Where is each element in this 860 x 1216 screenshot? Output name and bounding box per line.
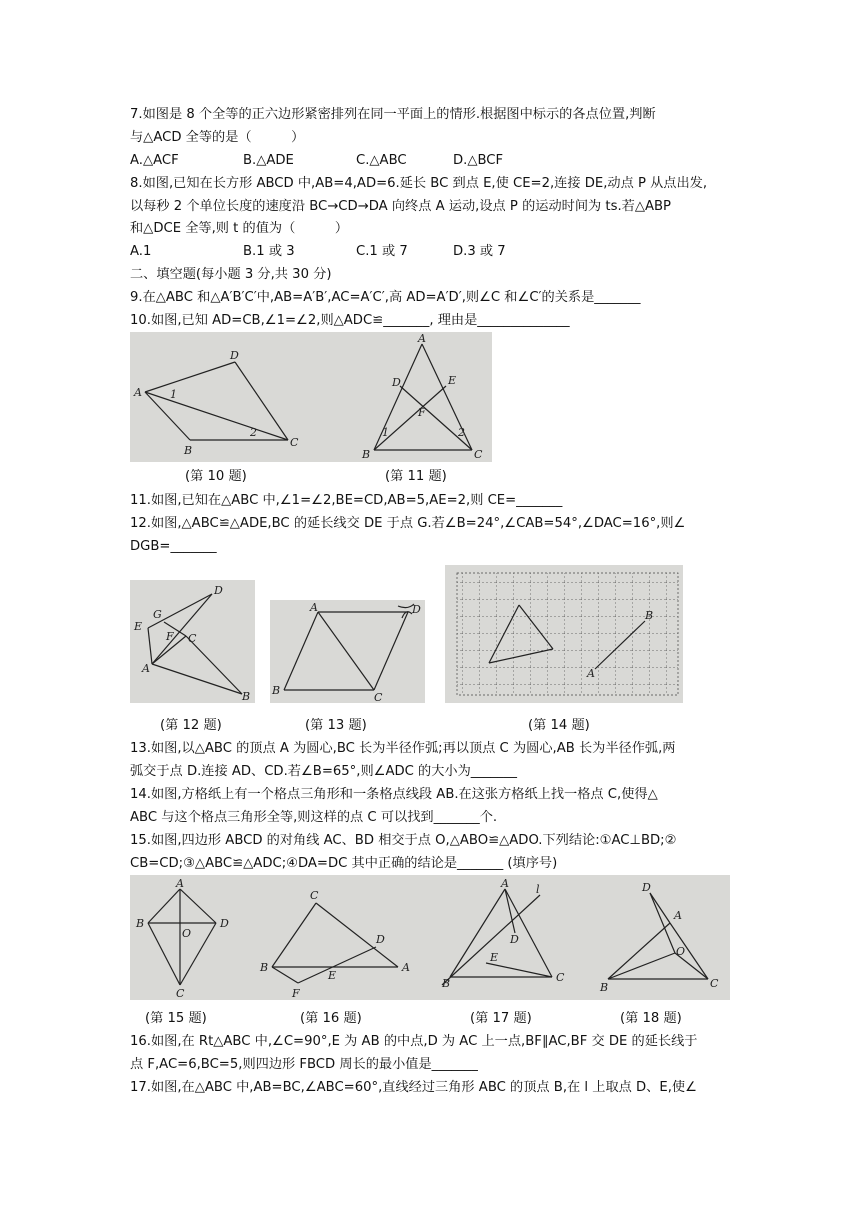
fig18-label-o: O [676, 945, 686, 958]
figure-12 [130, 580, 255, 703]
fig16-label-b: B [260, 961, 269, 974]
fig14-grid [457, 573, 678, 695]
fig17-label-c: C [556, 971, 565, 984]
q10-text: 10.如图,已知 AD=CB,∠1=∠2,则△ADC≌_______, 理由是______________ [130, 313, 570, 328]
fig12-label-g: G [153, 608, 162, 621]
fig15-label-a: A [176, 877, 184, 890]
caption-q16: (第 16 题) [300, 1011, 362, 1026]
q14-line1: 14.如图,方格纸上有一个格点三角形和一条格点线段 AB.在这张方格纸上找一格点 C,使得△ [130, 787, 658, 802]
figure-strip-15-18 [130, 875, 730, 1000]
q14-line2: ABC 与这个格点三角形全等,则这样的点 C 可以找到_______个. [130, 810, 498, 825]
fig10-label-1: 1 [170, 388, 177, 401]
figure-11-diagram [360, 332, 492, 462]
figure-13 [270, 600, 425, 703]
fig17-label-b: B [442, 977, 451, 990]
fig18-label-d: D [642, 881, 651, 894]
q7-line2: 与△ACD 全等的是（ ） [130, 130, 305, 145]
caption-q12: (第 12 题) [160, 718, 222, 733]
fig16-label-a: A [402, 961, 410, 974]
fig16-label-c: C [310, 889, 319, 902]
fig17-label-e: E [490, 951, 499, 964]
figure-13-diagram [270, 600, 425, 703]
fig14-label-a: A [587, 667, 595, 680]
figure-14-diagram [445, 565, 683, 703]
q8-option-b: B.1 或 3 [243, 244, 295, 259]
q13-line2: 弧交于点 D.连接 AD、CD.若∠B=65°,则∠ADC 的大小为_______ [130, 764, 517, 779]
fig12-label-c: C [188, 632, 197, 645]
caption-q15: (第 15 题) [145, 1011, 207, 1026]
fig13-label-c: C [374, 691, 383, 703]
fig11-label-2: 2 [458, 426, 465, 439]
q15-line1: 15.如图,四边形 ABCD 的对角线 AC、BD 相交于点 O,△ABO≌△ADO.下列结论:①AC⊥BD;② [130, 833, 677, 848]
q8-line1: 8.如图,已知在长方形 ABCD 中,AB=4,AD=6.延长 BC 到点 E,使 CE=2,连接 DE,动点 P 从点出发, [130, 176, 708, 191]
fig17-label-d: D [510, 933, 519, 946]
fig15-label-b: B [136, 917, 145, 930]
fig15-label-d: D [220, 917, 229, 930]
caption-q11: (第 11 题) [385, 469, 447, 484]
fig13-label-b: B [272, 684, 281, 697]
q7-option-b: B.△ADE [243, 153, 294, 168]
q12-line2: DGB=_______ [130, 539, 217, 554]
q16-line2: 点 F,AC=6,BC=5,则四边形 FBCD 周长的最小值是_______ [130, 1057, 478, 1072]
caption-q13: (第 13 题) [305, 718, 367, 733]
q7-line1: 7.如图是 8 个全等的正六边形紧密排列在同一平面上的情形.根据图中标示的各点位置,判断 [130, 107, 656, 122]
q8-option-a: A.1 [130, 244, 152, 259]
q7-option-d: D.△BCF [453, 153, 504, 168]
fig18-label-a: A [674, 909, 682, 922]
fig13-label-d: D [412, 603, 421, 616]
fig18-label-b: B [600, 981, 609, 994]
fig12-label-b: B [242, 690, 251, 703]
caption-q10: (第 10 题) [185, 469, 247, 484]
fig14-label-b: B [645, 609, 654, 622]
q16-line1: 16.如图,在 Rt△ABC 中,∠C=90°,E 为 AB 的中点,D 为 AC 上一点,BF∥AC,BF 交 DE 的延长线于 [130, 1034, 698, 1049]
fig10-label-c: C [290, 436, 299, 449]
fig10-label-2: 2 [250, 426, 257, 439]
caption-q14: (第 14 题) [528, 718, 590, 733]
q13-line1: 13.如图,以△ABC 的顶点 A 为圆心,BC 长为半径作弧;再以顶点 C 为圆心,AB 长为半径作弧,两 [130, 741, 676, 756]
section-heading: 二、填空题(每小题 3 分,共 30 分) [130, 267, 332, 282]
fig11-label-e: E [448, 374, 457, 387]
q11-text: 11.如图,已知在△ABC 中,∠1=∠2,BE=CD,AB=5,AE=2,则 CE=_______ [130, 493, 563, 508]
fig12-label-d: D [214, 584, 223, 597]
fig10-label-a: A [134, 386, 142, 399]
fig17-label-a: A [501, 877, 509, 890]
figure-10 [130, 332, 360, 462]
fig12-label-f: F [166, 630, 174, 643]
fig11-label-f: F [418, 406, 426, 419]
fig15-label-c: C [176, 987, 185, 1000]
figure-11 [360, 332, 492, 462]
q15-line2: CB=CD;③△ABC≌△ADC;④DA=DC 其中正确的结论是_______ (填序号) [130, 856, 558, 871]
fig18-label-c: C [710, 977, 719, 990]
q8-line2: 以每秒 2 个单位长度的速度沿 BC→CD→DA 向终点 A 运动,设点 P 的运动时间为 ts.若△ABP [130, 199, 671, 214]
q12-line1: 12.如图,△ABC≌△ADE,BC 的延长线交 DE 于点 G.若∠B=24°,∠CAB=54°,∠DAC=16°,则∠ [130, 516, 686, 531]
fig17-label-l: l [536, 883, 540, 896]
q8-option-d: D.3 或 7 [453, 244, 506, 259]
fig13-label-a: A [310, 601, 318, 614]
fig11-label-1: 1 [382, 426, 389, 439]
fig11-label-b: B [362, 448, 371, 461]
caption-q18: (第 18 题) [620, 1011, 682, 1026]
caption-q17: (第 17 题) [470, 1011, 532, 1026]
figure-12-diagram [130, 580, 255, 703]
fig16-label-d: D [376, 933, 385, 946]
q9-text: 9.在△ABC 和△A′B′C′中,AB=A′B′,AC=A′C′,高 AD=A′D′,则∠C 和∠C′的关系是_______ [130, 290, 641, 305]
q7-option-c: C.△ABC [356, 153, 407, 168]
fig12-label-e: E [134, 620, 143, 633]
fig11-label-a: A [418, 332, 426, 345]
q8-line3: 和△DCE 全等,则 t 的值为（ ） [130, 221, 349, 236]
figure-14 [445, 565, 683, 703]
fig11-label-c: C [474, 448, 483, 461]
figures-15-18-diagram [130, 875, 730, 1000]
fig16-label-e: E [328, 969, 337, 982]
q7-option-a: A.△ACF [130, 153, 179, 168]
fig11-label-d: D [392, 376, 401, 389]
q17-line1: 17.如图,在△ABC 中,AB=BC,∠ABC=60°,直线经过三角形 ABC 的顶点 B,在 l 上取点 D、E,使∠ [130, 1080, 697, 1095]
q8-option-c: C.1 或 7 [356, 244, 408, 259]
fig10-label-b: B [184, 444, 193, 457]
fig15-label-o: O [182, 927, 192, 940]
fig12-label-a: A [142, 662, 150, 675]
fig10-label-d: D [230, 349, 239, 362]
fig16-label-f: F [292, 987, 300, 1000]
figure-10-diagram [130, 332, 360, 462]
